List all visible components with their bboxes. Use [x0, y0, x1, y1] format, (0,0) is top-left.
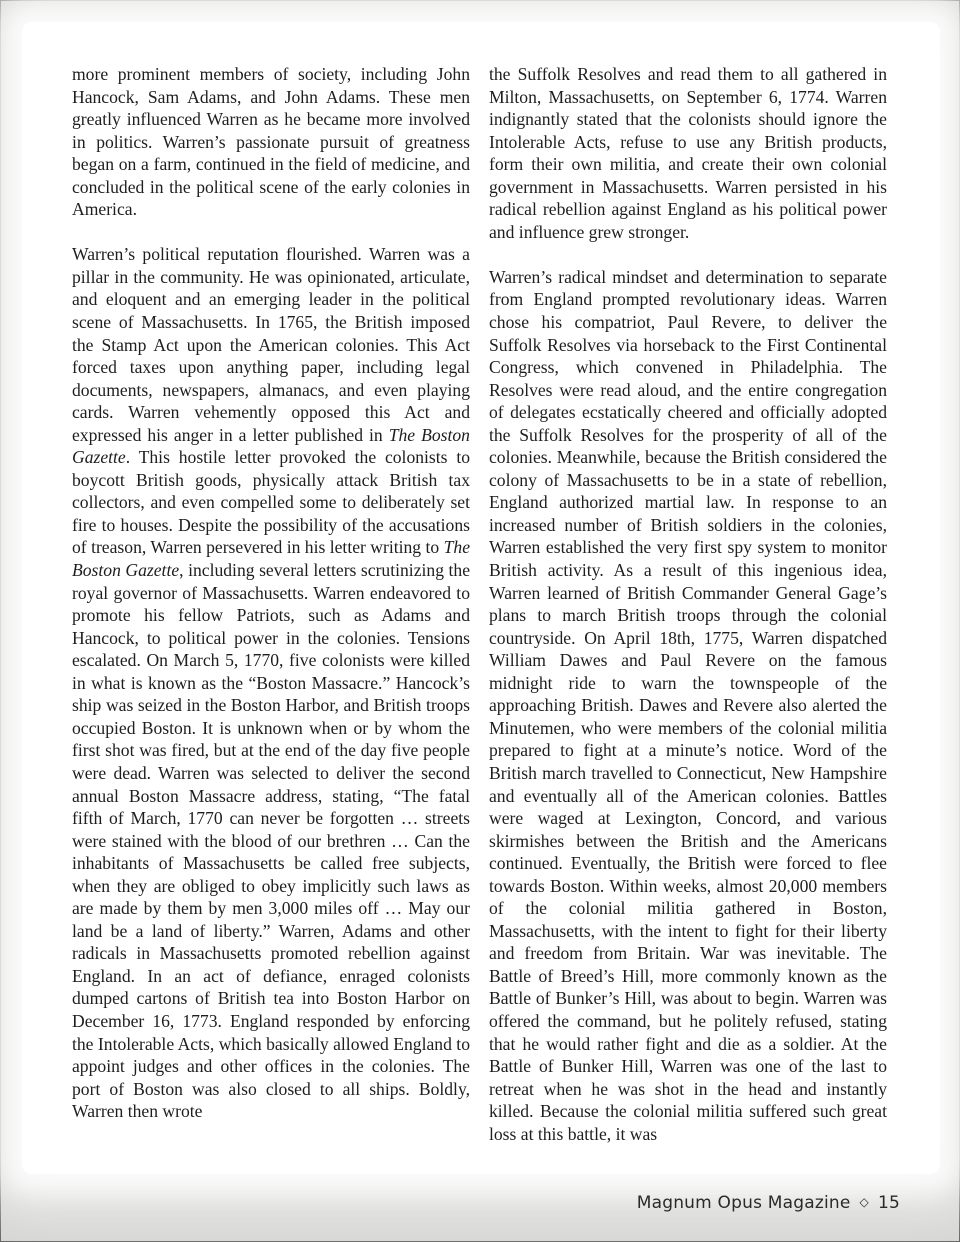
page-footer — [600, 1193, 900, 1213]
publication-title: The Boston Gazette — [72, 424, 470, 468]
right-column — [489, 63, 887, 1145]
left-paragraph-1: more prominent members of society, including John Hancock, Sam Adams, and John Adams. These men greatly influenced Warren as he became more involved in politics. Warren’s passionate pursuit of greatness began on a farm, continued in the field of medicine, and concluded in the political scene of the early colonies in America. — [72, 64, 470, 220]
magazine-name: Magnum Opus Magazine — [636, 1193, 851, 1213]
right-paragraph-2: Warren’s radical mindset and determination to separate from England prompted revolutionary ideas. Warren chose his compatriot, Paul Revere, to deliver the Suffolk Resolves via horseback to the First Continental Congress, which convened in Philadelphia. The Resolves were read aloud, and the entire congregation of delegates ecstatically cheered and officially adopted the Suffolk Resolves for the prosperity of all of the colonies. Meanwhile, because the British considered the colony of Massachusetts to be in a state of rebellion, England authorized martial law. In response to an increased number of British soldiers in the colonies, Warren established the very first spy system to monitor British activity. As a result of this ingenious idea, Warren learned of British Commander General Gage’s plans to march British troops through the colonial countryside. On April 18th, 1775, Warren dispatched William Dawes and Paul Revere on the famous midnight ride to warn the townspeople of the approaching British. Dawes and Revere also alerted the Minutemen, who were members of the colonial militia prepared to fight at a minute’s notice. Word of the British march travelled to Connecticut, New Hampshire and eventually all of the American colonies. Battles were waged at Lexington, Concord, and various skirmishes between the British and the Americans continued. Eventually, the British were forced to flee towards Boston. Within weeks, almost 20,000 members of the colonial militia gathered in Boston, Massachusetts, with the intent to fight for their liberty and freedom from Britain. War was inevitable. The Battle of Breed’s Hill, more commonly known as the Battle of Bunker’s Hill, was about to begin. Warren was offered the command, but he politely refused, stating that he would rather fight and die as a soldier. At the Battle of Bunker Hill, Warren was one of the last to retreat when he was shot in the head and instantly killed. Because the colonial militia suffered such great loss at this battle, it was — [489, 266, 887, 1144]
left-paragraph-2 — [72, 243, 470, 1122]
publication-title: The Boston Gazette — [72, 537, 470, 581]
left-paragraph-2-text-e: , including several letters scrutinizing the royal governor of Massachusetts. Warren endeavored to promote his fellow Patriots, such as Adams and Hancock, to political power in the colonies. Tensions escalated. On March 5, 1770, five colonists were killed in what is known as the “Boston Massacre.” Hancock’s ship was seized in the Boston Harbor, and British troops occupied Boston. It is unknown when or by whom the first shot was fired, but at the end of the day five people were dead. Warren was selected to deliver the second annual Boston Massacre address, stating, “The fatal fifth of March, 1770 can never be forgotten … streets were stained with the blood of our brethren … Can the inhabitants of Massachusetts be called free subjects, when they are obliged to obey implicitly such laws as are made by them by men 3,000 miles off … May our land be a land of liberty.” Warren, Adams and other radicals in Massachusetts promoted rebellion against England. In an act of defiance, enraged colonists dumped cartons of British tea into Boston Harbor on December 16, 1773. England responded by enforcing the Intolerable Acts, which basically allowed England to appoint judges and other offices in the colonies. The port of Boston was also closed to all ships. Boldly, Warren then wrote — [72, 560, 471, 1122]
left-paragraph-2-text-c: . This hostile letter provoked the colonists to boycott British goods, physically attack British tax collectors, and even compelled some to deliberately set fire to houses. Despite the possibility of the accusations of treason, Warren persevered in his letter writing to — [72, 447, 470, 558]
right-paragraph-1: the Suffolk Resolves and read them to all gathered in Milton, Massachusetts, on September 6, 1774. Warren indignantly stated that the colonists should ignore the Intolerable Acts, refuse to use any British products, form their own militia, and create their own colonial government in Massachusetts. Warren persisted in his radical rebellion against England as his political power and influence grew stronger. — [489, 64, 887, 242]
left-column — [72, 63, 470, 1123]
diamond-separator-icon: ◇ — [859, 1195, 869, 1209]
page-number: 15 — [877, 1193, 900, 1213]
left-paragraph-2-text-a: Warren’s political reputation flourished. Warren was a pillar in the community. He was opinionated, articulate, and eloquent and an emerging leader in the political scene of Massachusetts. In 1765, the British imposed the Stamp Act upon the American colonies. This Act forced taxes upon anything paper, including legal documents, newspapers, almanacs, and even playing cards. Warren vehemently opposed this Act and expressed his anger in a letter published in — [72, 244, 470, 445]
